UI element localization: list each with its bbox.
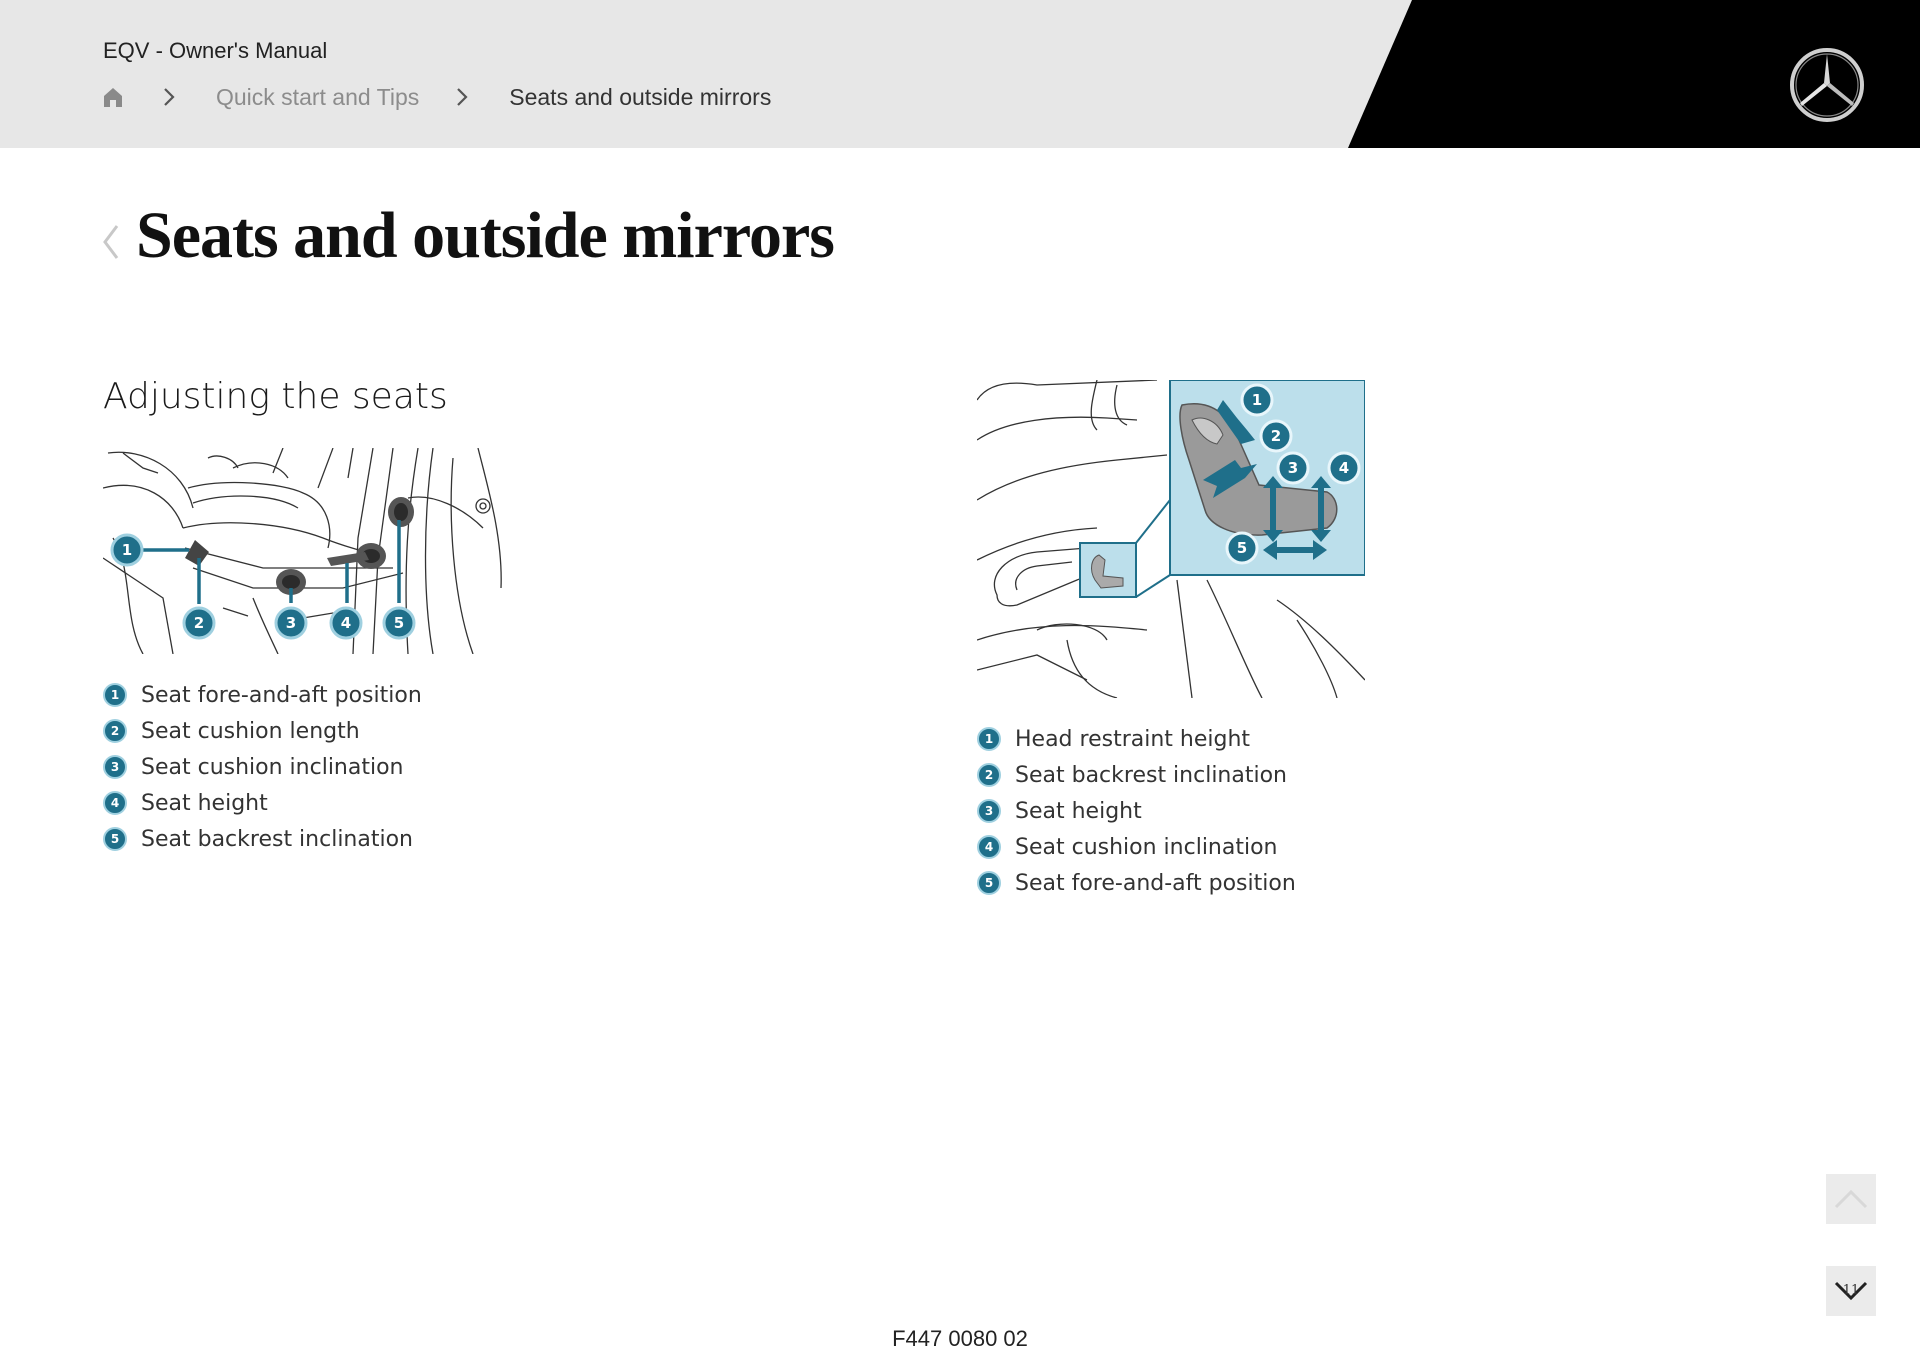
- breadcrumb-current: Seats and outside mirrors: [509, 83, 772, 110]
- callout-5: [1227, 533, 1257, 563]
- legend-number-badge: 1: [103, 683, 127, 707]
- section-heading: Adjusting the seats: [103, 376, 448, 417]
- legend-text: Seat fore-and-aft position: [1015, 870, 1296, 896]
- svg-text:5: 5: [1236, 539, 1248, 557]
- legend-text: Seat cushion inclination: [141, 754, 404, 780]
- svg-text:4: 4: [340, 614, 352, 632]
- back-chevron-icon[interactable]: [100, 222, 122, 262]
- legend-number-badge: 4: [103, 791, 127, 815]
- svg-text:3: 3: [285, 614, 297, 632]
- svg-text:3: 3: [1287, 459, 1299, 477]
- home-icon[interactable]: [100, 84, 126, 110]
- legend-text: Seat backrest inclination: [1015, 762, 1288, 788]
- svg-text:1: 1: [1251, 391, 1263, 409]
- header-black-panel: [0, 0, 1920, 148]
- callout-3: [1278, 453, 1308, 483]
- legend-number-badge: 3: [977, 799, 1001, 823]
- legend-item: [977, 865, 1296, 901]
- chevron-right-icon: [162, 85, 182, 109]
- svg-text:2: 2: [193, 614, 205, 632]
- legend-item: [977, 757, 1296, 793]
- svg-text:1: 1: [121, 541, 133, 559]
- callout-2: [184, 608, 214, 638]
- scroll-up-button[interactable]: [1826, 1174, 1876, 1224]
- app-title: EQV - Owner's Manual: [103, 38, 328, 63]
- legend-number-badge: 2: [977, 763, 1001, 787]
- legend-number-badge: 1: [977, 727, 1001, 751]
- seat-controls-legend: [103, 677, 422, 857]
- legend-text: Seat height: [141, 790, 268, 816]
- legend-text: Seat cushion length: [141, 718, 360, 744]
- mercedes-star-logo[interactable]: [1788, 46, 1866, 124]
- legend-number-badge: 5: [103, 827, 127, 851]
- callout-5: [384, 608, 414, 638]
- legend-number-badge: 4: [977, 835, 1001, 859]
- callout-4: [1329, 453, 1359, 483]
- legend-number-badge: 3: [103, 755, 127, 779]
- legend-item: [103, 713, 422, 749]
- callout-1: [112, 535, 142, 565]
- callout-4: [331, 608, 361, 638]
- svg-text:2: 2: [1270, 427, 1282, 445]
- callout-2: [1261, 421, 1291, 451]
- legend-item: [977, 793, 1296, 829]
- legend-text: Seat backrest inclination: [141, 826, 414, 852]
- scroll-down-button[interactable]: [1826, 1266, 1876, 1316]
- legend-item: [103, 785, 422, 821]
- page-title: Seats and outside mirrors: [136, 199, 834, 272]
- legend-number-badge: 2: [103, 719, 127, 743]
- breadcrumb: [100, 82, 771, 112]
- legend-text: Seat fore-and-aft position: [141, 682, 422, 708]
- page-number: 11: [1842, 1283, 1860, 1298]
- legend-number-badge: 5: [977, 871, 1001, 895]
- breadcrumb-link-quick-start[interactable]: Quick start and Tips: [216, 83, 420, 110]
- legend-item: [103, 749, 422, 785]
- legend-item: [103, 677, 422, 713]
- callout-1: [1242, 385, 1272, 415]
- chevron-right-icon: [455, 85, 475, 109]
- chevron-up-icon: [1833, 1188, 1869, 1210]
- door-seat-switch-figure: [977, 380, 1365, 698]
- legend-item: [977, 721, 1296, 757]
- svg-text:5: 5: [393, 614, 405, 632]
- figure-code: F447 0080 02: [892, 1326, 1028, 1351]
- legend-text: Seat cushion inclination: [1015, 834, 1278, 860]
- legend-text: Seat height: [1015, 798, 1142, 824]
- seat-controls-figure: [103, 448, 503, 654]
- svg-text:4: 4: [1338, 459, 1350, 477]
- legend-item: [977, 829, 1296, 865]
- door-switch-legend: [977, 721, 1296, 901]
- legend-text: Head restraint height: [1015, 726, 1251, 752]
- callout-3: [276, 608, 306, 638]
- legend-item: [103, 821, 422, 857]
